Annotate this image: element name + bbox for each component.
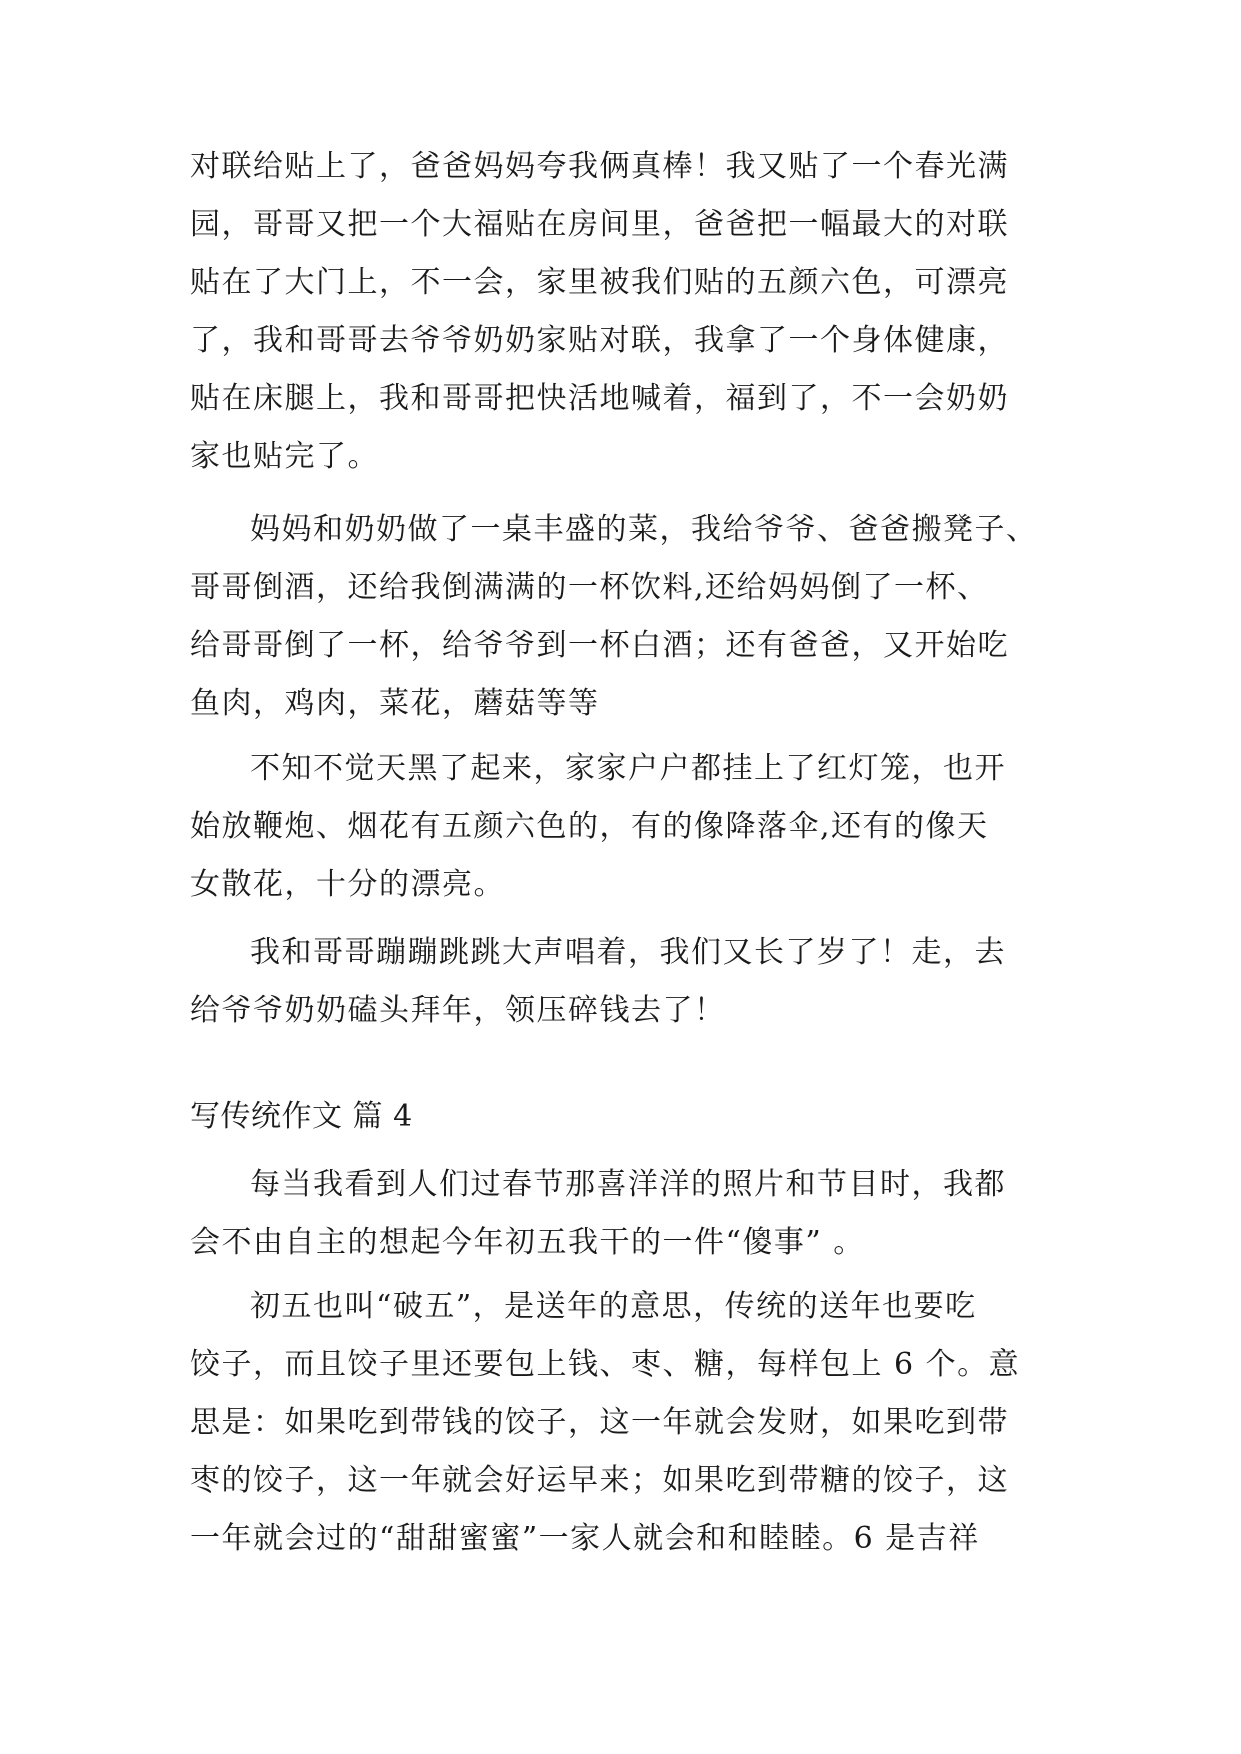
paragraph-line: 给哥哥倒了一杯，给爷爷到一杯白酒；还有爸爸，又开始吃 bbox=[190, 628, 1009, 663]
paragraph-line: 女散花，十分的漂亮。 bbox=[190, 867, 505, 902]
paragraph-line: 会不由自主的想起今年初五我干的一件“傻事” 。 bbox=[190, 1225, 865, 1260]
paragraph-line: 贴在了大门上，不一会，家里被我们贴的五颜六色，可漂亮 bbox=[190, 265, 1009, 300]
paragraph-line: 给爷爷奶奶磕头拜年，领压碎钱去了！ bbox=[190, 993, 726, 1028]
paragraph-line: 思是：如果吃到带钱的饺子，这一年就会发财，如果吃到带 bbox=[190, 1405, 1009, 1440]
paragraph-line: 一年就会过的“甜甜蜜蜜”一家人就会和和睦睦。6 是吉祥 bbox=[190, 1521, 980, 1556]
paragraph-line: 初五也叫“破五”，是送年的意思，传统的送年也要吃 bbox=[250, 1289, 977, 1324]
paragraph-line: 妈妈和奶奶做了一桌丰盛的菜，我给爷爷、爸爸搬凳子、 bbox=[250, 512, 1038, 547]
paragraph-line: 家也贴完了。 bbox=[190, 439, 379, 474]
paragraph-line: 鱼肉，鸡肉，菜花，蘑菇等等 bbox=[190, 686, 600, 721]
paragraph-line: 我和哥哥蹦蹦跳跳大声唱着，我们又长了岁了！走，去 bbox=[250, 935, 1006, 970]
paragraph-line: 枣的饺子，这一年就会好运早来；如果吃到带糖的饺子，这 bbox=[190, 1463, 1009, 1498]
paragraph-line: 不知不觉天黑了起来，家家户户都挂上了红灯笼，也开 bbox=[250, 751, 1006, 786]
paragraph-line: 饺子，而且饺子里还要包上钱、枣、糖，每样包上 6 个。意 bbox=[190, 1347, 1021, 1382]
paragraph-line: 了，我和哥哥去爷爷奶奶家贴对联，我拿了一个身体健康， bbox=[190, 323, 1009, 358]
paragraph-line: 始放鞭炮、烟花有五颜六色的，有的像降落伞,还有的像天 bbox=[190, 809, 989, 844]
paragraph-line: 贴在床腿上，我和哥哥把快活地喊着，福到了，不一会奶奶 bbox=[190, 381, 1009, 416]
paragraph-line: 每当我看到人们过春节那喜洋洋的照片和节目时，我都 bbox=[250, 1167, 1006, 1202]
paragraph-line: 对联给贴上了，爸爸妈妈夸我俩真棒！我又贴了一个春光满 bbox=[190, 149, 1009, 184]
paragraph-line: 哥哥倒酒，还给我倒满满的一杯饮料,还给妈妈倒了一杯、 bbox=[190, 570, 989, 605]
section-heading: 写传统作文 篇 4 bbox=[190, 1099, 413, 1134]
paragraph-line: 园，哥哥又把一个大福贴在房间里，爸爸把一幅最大的对联 bbox=[190, 207, 1009, 242]
